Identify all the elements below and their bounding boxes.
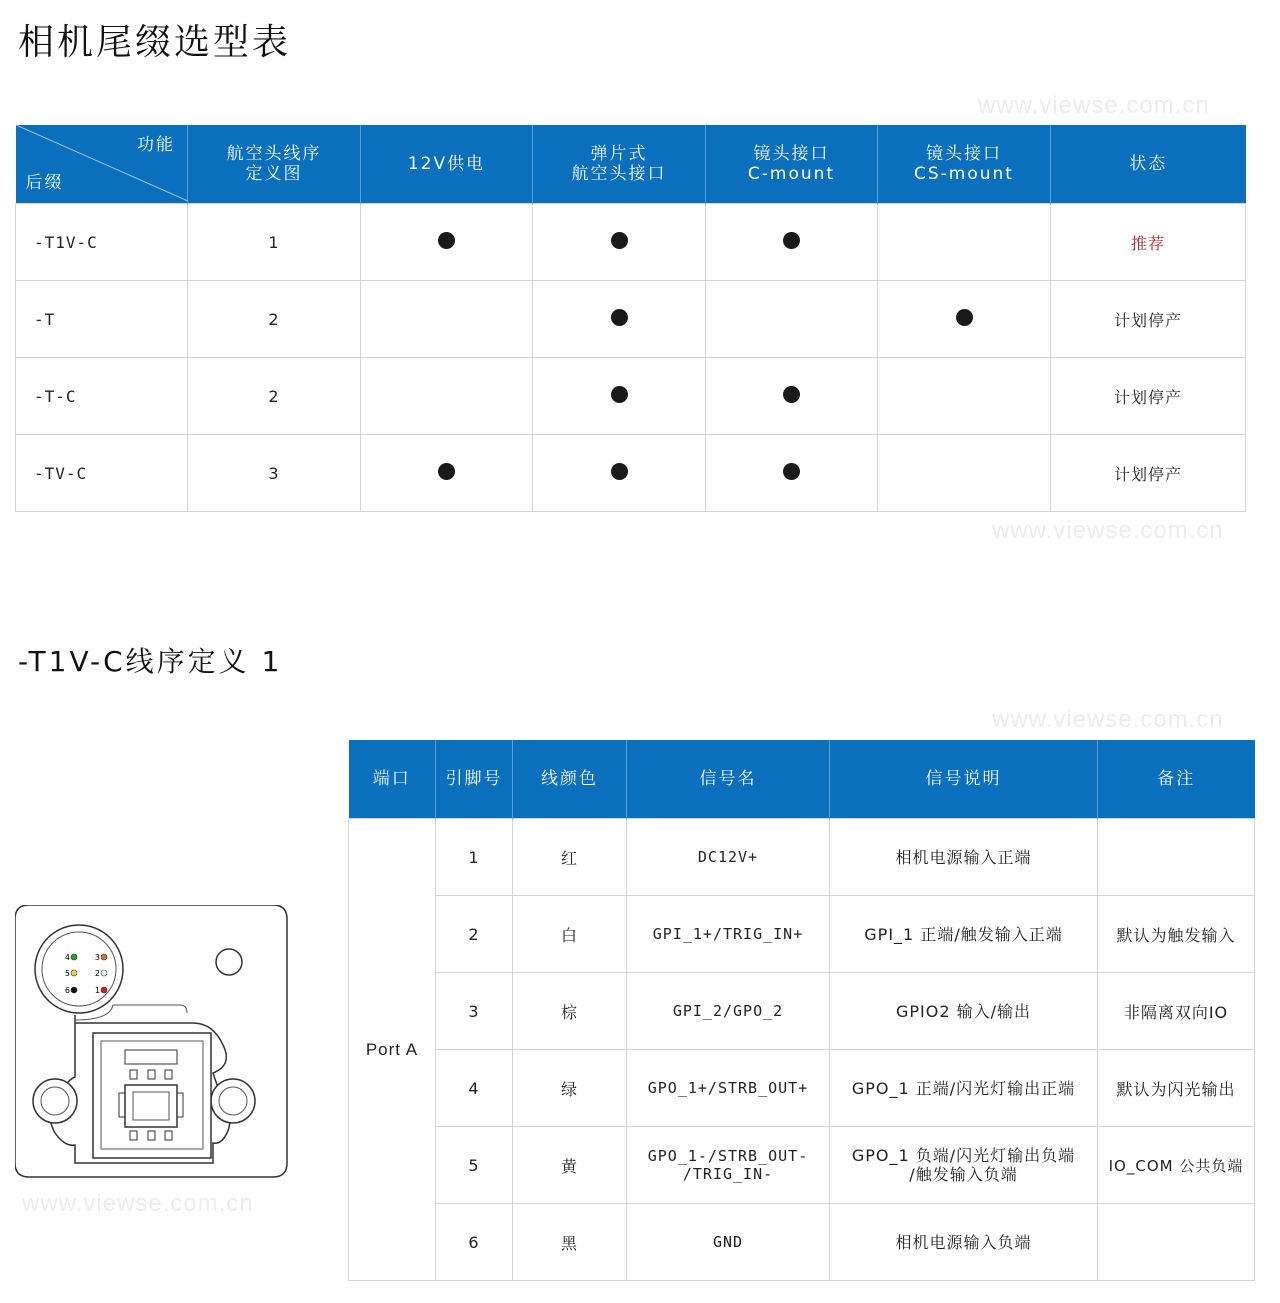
watermark: www.viewse.com.cn	[978, 92, 1210, 119]
c-mount-cell	[706, 358, 878, 435]
signal-desc-cell: GPI_1 正端/触发输入正端	[830, 896, 1098, 973]
filled-dot-icon	[611, 309, 628, 326]
filled-dot-icon	[611, 386, 628, 403]
header-cs-mount: 镜头接口 CS-mount	[878, 125, 1051, 204]
spring-cell	[533, 358, 706, 435]
note-cell: IO_COM 公共负端	[1098, 1127, 1255, 1204]
cs-mount-cell	[878, 204, 1051, 281]
signal-name-cell: GPO_1-/STRB_OUT- /TRIG_IN-	[627, 1127, 830, 1204]
spring-cell	[533, 204, 706, 281]
note-cell: 非隔离双向IO	[1098, 973, 1255, 1050]
header-note: 备注	[1098, 740, 1255, 819]
suffix-cell: -TV-C	[16, 435, 188, 512]
filled-dot-icon	[783, 232, 800, 249]
c-mount-cell	[706, 281, 878, 358]
header-signal-desc: 信号说明	[830, 740, 1098, 819]
table-row	[349, 819, 1255, 896]
pin-dot	[71, 987, 77, 993]
filled-dot-icon	[611, 463, 628, 480]
filled-dot-icon	[956, 309, 973, 326]
table-header-row	[349, 740, 1255, 819]
pin-number-label: 3	[94, 953, 100, 962]
cs-mount-cell	[878, 358, 1051, 435]
table-row	[16, 435, 1246, 512]
watermark: www.viewse.com.cn	[992, 517, 1224, 544]
suffix-cell: -T1V-C	[16, 204, 188, 281]
table-header-row	[16, 125, 1246, 204]
wire-color-cell: 红	[513, 819, 627, 896]
note-cell: 默认为闪光输出	[1098, 1050, 1255, 1127]
wire-color-cell: 黄	[513, 1127, 627, 1204]
signal-desc-cell: GPO_1 正端/闪光灯输出正端	[830, 1050, 1098, 1127]
filled-dot-icon	[438, 232, 455, 249]
table-row	[349, 896, 1255, 973]
port-cell: Port A	[349, 819, 436, 1281]
pin-dot	[101, 970, 107, 976]
corner-header-cell	[16, 125, 188, 204]
pin-number-label: 6	[64, 986, 70, 995]
c-mount-cell	[706, 204, 878, 281]
header-status: 状态	[1051, 125, 1246, 204]
pin-number-label: 1	[94, 986, 100, 995]
note-cell	[1098, 1204, 1255, 1281]
pin-definition-table	[348, 740, 1255, 1281]
table-row	[349, 1050, 1255, 1127]
pin-dot	[101, 954, 107, 960]
suffix-cell: -T-C	[16, 358, 188, 435]
header-wire-color: 线颜色	[513, 740, 627, 819]
suffix-cell: -T	[16, 281, 188, 358]
pin-dot	[71, 970, 77, 976]
header-power12v: 12V供电	[361, 125, 533, 204]
pin-number-cell: 4	[436, 1050, 513, 1127]
status-cell: 计划停产	[1051, 435, 1246, 512]
table-row	[16, 204, 1246, 281]
pin-number-cell: 1	[436, 819, 513, 896]
note-cell	[1098, 819, 1255, 896]
header-spring-connector: 弹片式 航空头接口	[533, 125, 706, 204]
connector-diagram	[15, 905, 290, 1180]
signal-name-cell: GND	[627, 1204, 830, 1281]
wire-color-cell: 白	[513, 896, 627, 973]
pin-number-cell: 2	[436, 896, 513, 973]
wire-color-cell: 黑	[513, 1204, 627, 1281]
signal-name-cell: GPI_2/GPO_2	[627, 973, 830, 1050]
diagram-cell: 3	[188, 435, 361, 512]
status-cell: 计划停产	[1051, 281, 1246, 358]
watermark: www.viewse.com.cn	[22, 1190, 254, 1217]
filled-dot-icon	[783, 463, 800, 480]
pin-number-cell: 6	[436, 1204, 513, 1281]
table-row	[16, 358, 1246, 435]
diagram-cell: 2	[188, 358, 361, 435]
table-row	[349, 1127, 1255, 1204]
header-diagram: 航空头线序 定义图	[188, 125, 361, 204]
section-title: -T1V-C线序定义 1	[18, 645, 283, 678]
status-cell: 计划停产	[1051, 358, 1246, 435]
diagram-cell: 2	[188, 281, 361, 358]
filled-dot-icon	[611, 232, 628, 249]
signal-desc-cell: 相机电源输入正端	[830, 819, 1098, 896]
spring-cell	[533, 281, 706, 358]
cs-mount-cell	[878, 435, 1051, 512]
wire-color-cell: 棕	[513, 973, 627, 1050]
suffix-selection-table	[15, 125, 1246, 512]
signal-name-cell: DC12V+	[627, 819, 830, 896]
pin-number-label: 5	[64, 969, 70, 978]
pin-dot	[101, 987, 107, 993]
pin-number-label: 2	[94, 969, 100, 978]
filled-dot-icon	[783, 386, 800, 403]
corner-function-label: 功能	[137, 135, 175, 155]
signal-desc-cell: 相机电源输入负端	[830, 1204, 1098, 1281]
status-cell: 推荐	[1051, 204, 1246, 281]
c-mount-cell	[706, 435, 878, 512]
watermark: www.viewse.com.cn	[992, 706, 1224, 733]
pin-number-cell: 3	[436, 973, 513, 1050]
pin-number-cell: 5	[436, 1127, 513, 1204]
spring-cell	[533, 435, 706, 512]
header-port: 端口	[349, 740, 436, 819]
filled-dot-icon	[438, 463, 455, 480]
power12v-cell	[361, 204, 533, 281]
table-row	[349, 973, 1255, 1050]
header-c-mount: 镜头接口 C-mount	[706, 125, 878, 204]
page-title: 相机尾缀选型表	[18, 22, 292, 63]
signal-desc-cell: GPIO2 输入/输出	[830, 973, 1098, 1050]
power12v-cell	[361, 435, 533, 512]
signal-name-cell: GPO_1+/STRB_OUT+	[627, 1050, 830, 1127]
signal-name-cell: GPI_1+/TRIG_IN+	[627, 896, 830, 973]
pin-dot	[71, 954, 77, 960]
note-cell: 默认为触发输入	[1098, 896, 1255, 973]
power12v-cell	[361, 281, 533, 358]
diagram-cell: 1	[188, 204, 361, 281]
table-row	[16, 281, 1246, 358]
pin-number-label: 4	[64, 953, 70, 962]
power12v-cell	[361, 358, 533, 435]
cs-mount-cell	[878, 281, 1051, 358]
signal-desc-cell: GPO_1 负端/闪光灯输出负端 /触发输入负端	[830, 1127, 1098, 1204]
table-row	[349, 1204, 1255, 1281]
corner-suffix-label: 后缀	[25, 173, 64, 193]
header-signal-name: 信号名	[627, 740, 830, 819]
wire-color-cell: 绿	[513, 1050, 627, 1127]
header-pin: 引脚号	[436, 740, 513, 819]
